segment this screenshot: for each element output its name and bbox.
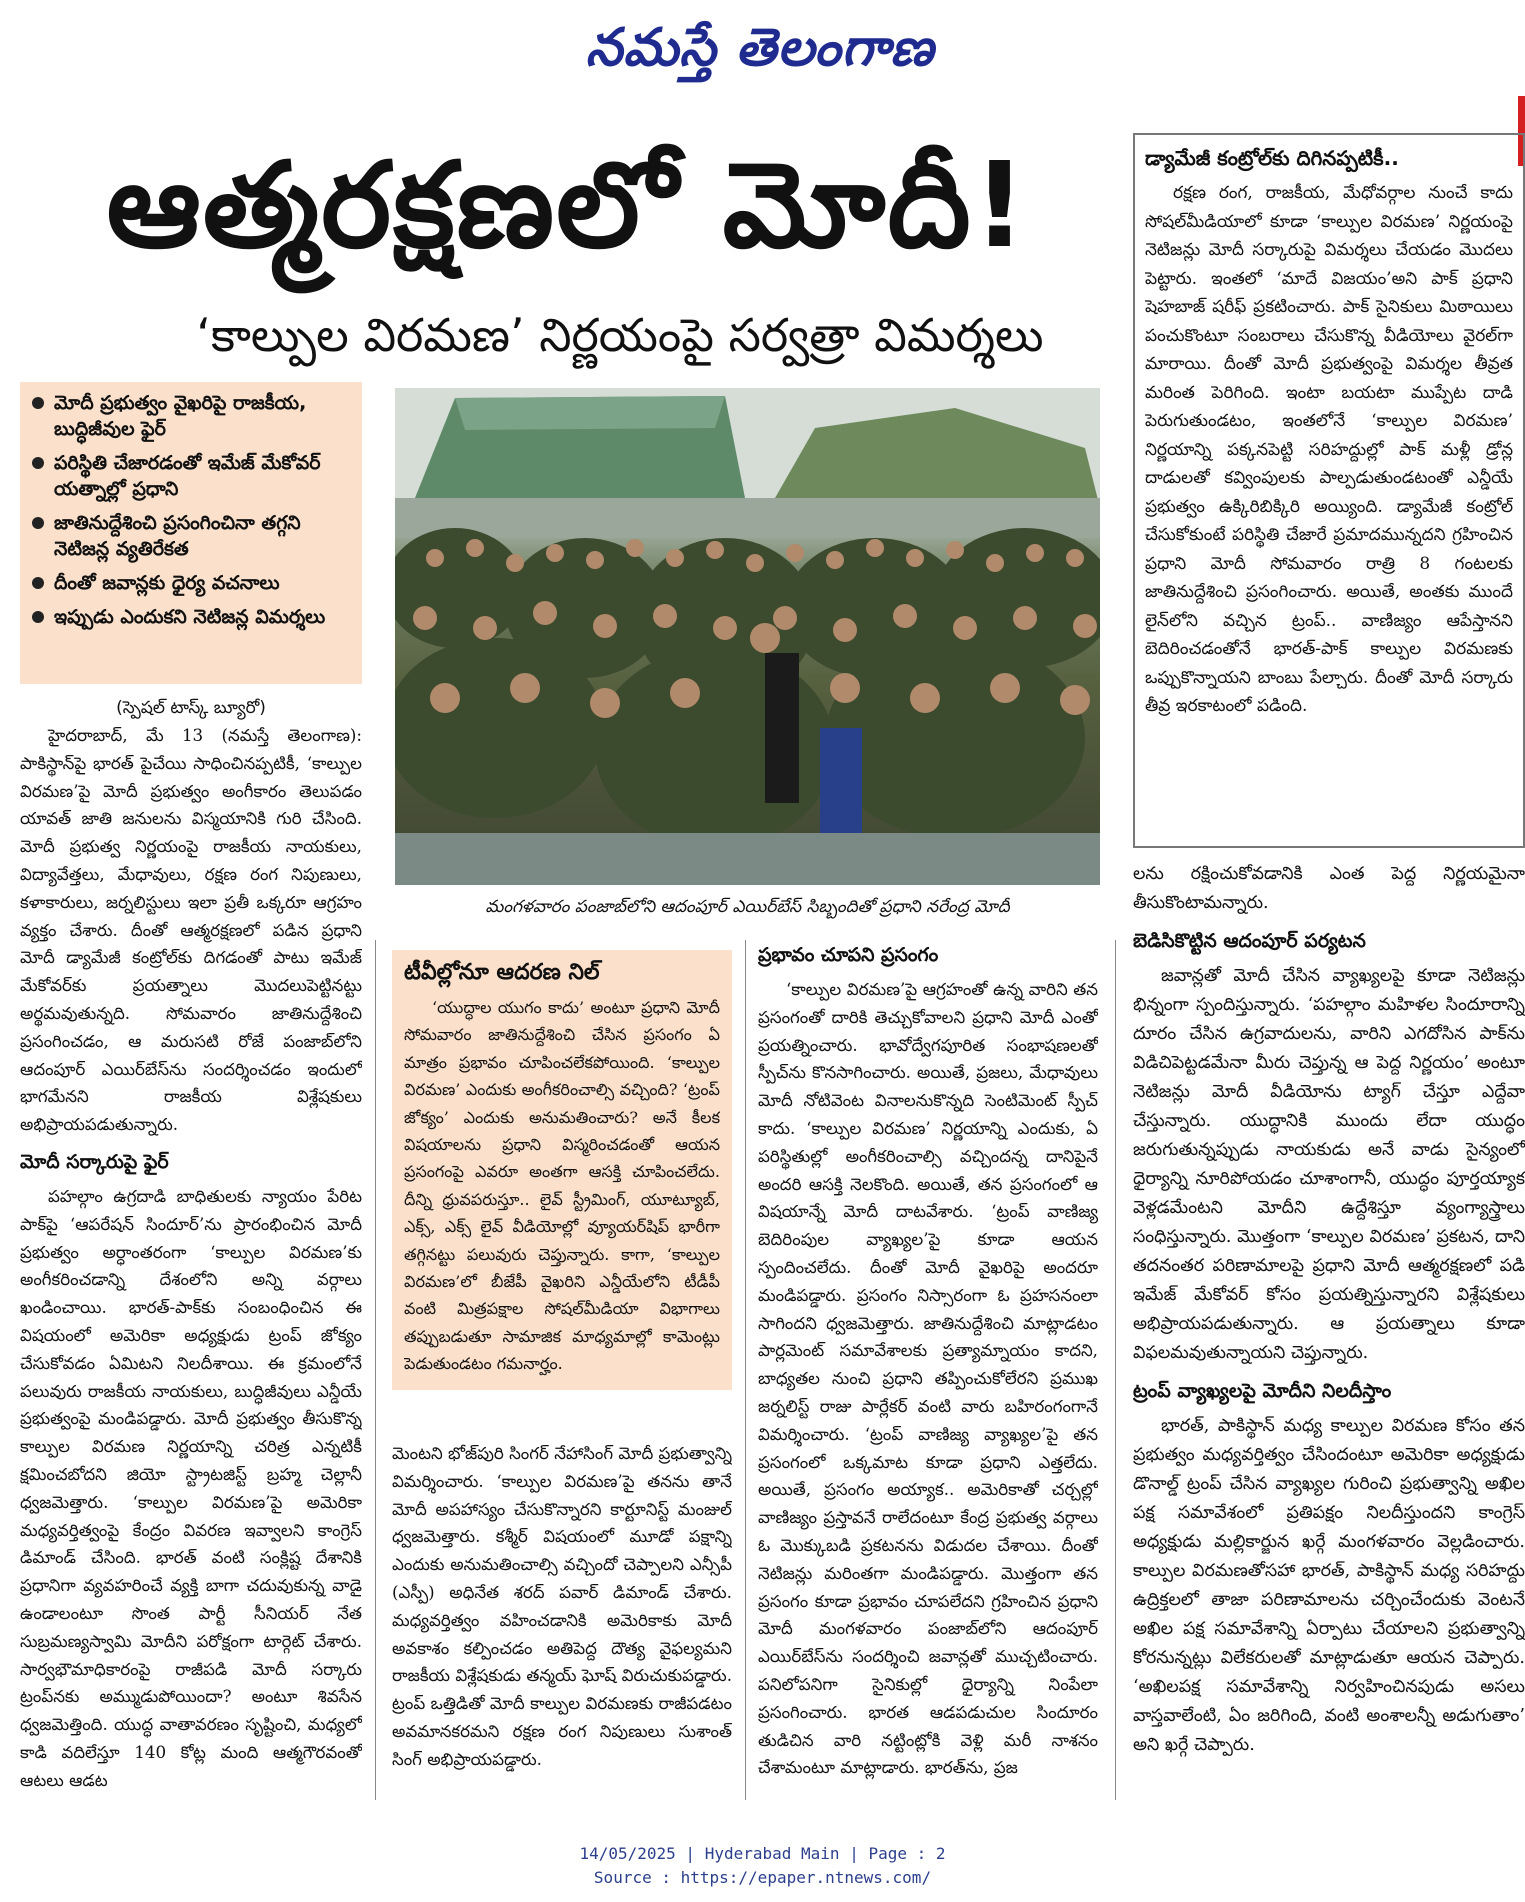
byline: (స్పెషల్ టాస్క్ బ్యూరో) [116, 698, 266, 718]
article-body: ‘కాల్పుల విరమణ’పై ఆగ్రహంతో ఉన్న వారిని తన ప్రసంగంతో దారికి తెచ్చుకోవాలని ప్రధాని మోదీ ఎంతో ప్రయత్నించారు. భావోద్వేగపూరిత సంభాషణలతో స్పీచ్‌ను కొనసాగించారు. అయితే, ప్రజలు, మేధావులు మోదీ నోటివెంట వినాలనుకొన్నది సెంటిమెంట్ స్పీచ్ కాదు. ‘కాల్పుల విరమణ’ నిర్ణయాన్ని ఎందుకు, ఏ పరిస్థితుల్లో అంగీకరించాల్సి వచ్చిందన్న దానిపైనే అందరి ఆసక్తి నెలకొంది. అయితే, తన ప్రసంగంలో ఆ విషయాన్నే మోదీ దాటవేశారు. ‘ట్రంప్ వాణిజ్య బెదిరింపుల వ్యాఖ్యల’పై కూడా ఆయన స్పందించలేదు. దీంతో మోదీ వైఖరిపై అందరూ మండిపడ్డారు. ప్రసంగం నిస్సారంగా ఓ ప్రహసనంలా సాగిందని ధ్వజమెత్తారు. జాతినుద్దేశించి మాట్లాడటం పార్లమెంట్ సమావేశాలకు ప్రత్యామ్నాయం కాదని, బాధ్యతల నుంచి ప్రధాని తప్పించుకోలేరని ప్రముఖ జర్నలిస్ట్ రాజు పార్లేకర్ వంటి వారు బహిరంగంగానే విమర్శించారు. ‘ట్రంప్ వాణిజ్య వ్యాఖ్యల’పై తన ప్రసంగంలో ఒక్కమాట కూడా ప్రధాని ఎత్తలేదు. అయితే, ప్రసంగం అయ్యాక.. అమెరికాతో చర్చల్లో వాణిజ్యం ప్రస్తావనే రాలేదంటూ కేంద్ర ప్రభుత్వ వర్గాలు ఓ మొక్కుబడి ప్రకటనను విడుదల చేశాయి. దీంతో నెటిజన్లు మరింతగా మండిపడ్డారు. మొత్తంగా తన ప్రసంగం కూడా ప్రభావం చూపలేదని గ్రహించిన ప్రధాని మోదీ మంగళవారం పంజాబ్‌లోని ఆదంపూర్ ఎయిర్‌బేస్‌ను సందర్శించి జవాన్లతో ముచ్చటించారు. పనిలోపనిగా సైనికుల్లో ధైర్యాన్ని నింపేలా ప్రసంగించారు. భారత ఆడపడుచుల సిందూరం తుడిచిన వారి నట్టింట్లోకి వెళ్లి మరీ నాశనం చేశామంటూ మాట్లాడారు. భారత్‌ను, ప్రజ [758, 979, 1098, 1778]
column-divider [375, 940, 376, 1800]
damage-control-box [1133, 133, 1525, 848]
footer-dateline: 14/05/2025 | Hyderabad Main | Page : 2 [579, 1844, 946, 1863]
bullet-icon [32, 577, 44, 589]
tv-box-title: టీవీల్లోనూ ఆదరణ నిల్ [404, 960, 600, 985]
article-body: జవాన్లతో మోదీ చేసిన వ్యాఖ్యలపై కూడా నెటిజన్లు భిన్నంగా స్పందిస్తున్నారు. ‘పహల్గాం మహిళల సిందూరాన్ని దూరం చేసిన ఉగ్రవాదులను, వారిని ఎగదోసిన పాక్‌ను విడిచిపెట్టడమేనా మీరు చెప్తున్న ఆ పెద్ద నిర్ణయం’ అంటూ నెటిజన్లు మోదీ వీడియోను ట్యాగ్ చేస్తూ ఎద్దేవా చేస్తున్నారు. యుద్ధానికి ముందు లేదా యుద్ధం జరుగుతున్నప్పుడు నాయకుడు అనే వాడు సైన్యంలో ధైర్యాన్ని నూరిపోయడం చూశాంగానీ, యుద్ధం పూర్తయ్యాక వెళ్లడమేంటని మోదీని ఉద్దేశిస్తూ వ్యంగ్యాస్త్రాలు సంధిస్తున్నారు. మొత్తంగా ‘కాల్పుల విరమణ’ ప్రకటన, దాని తదనంతర పరిణామాలపై ప్రధాని మోదీ ఆత్మరక్షణలో పడి ఇమేజ్ మేకోవర్ కోసం ప్రయత్నిస్తున్నారని విశ్లేషకులు అభిప్రాయపడుతున్నారు. ఆ ప్రయత్నాలు కూడా విఫలమవుతున్నాయని చెప్తున్నారు. [1133, 966, 1525, 1363]
side-box-text: రక్షణ రంగ, రాజకీయ, మేధోవర్గాల నుంచే కాదు సోషల్‌మీడియాలో కూడా ‘కాల్పుల విరమణ’ నిర్ణయంపై నెటిజన్లు మోదీ సర్కారుపై విమర్శలు చేయడం మొదలు పెట్టారు. ఇంతలో ‘మాదే విజయం’అని పాక్ ప్రధాని షెహబాజ్ షరీఫ్ ప్రకటించారు. పాక్ సైనికులు మిఠాయిలు పంచుకొంటూ సంబరాలు చేసుకొన్న వీడియోలు వైరల్‌గా మారాయి. దీంతో మోదీ ప్రభుత్వంపై విమర్శల తీవ్రత మరింత పెరిగింది. ఇంటా బయటా ముప్పేట దాడి పెరుగుతుండటం, ఇంతలోనే ‘కాల్పుల విరమణ’ నిర్ణయాన్ని పక్కనపెట్టి సరిహద్దుల్లో పాక్ మళ్లీ డ్రోన్ల దాడులతో కవ్వింపులకు పాల్పడుతుండటంతో ఎన్డీయే ప్రభుత్వం ఉక్కిరిబిక్కిరి అయ్యింది. డ్యామేజీ కంట్రోల్ చేసుకోకుంటే పరిస్థితి చేజారే ప్రమాదమున్నదని గ్రహించిన ప్రధాని మోదీ సోమవారం రాత్రి 8 గంటలకు జాతినుద్దేశించి ప్రసంగించారు. అయితే, అంతకు ముందే లైన్‌లోని వచ్చిన ట్రంప్.. వాణిజ్యం ఆపేస్తానని బెదిరించడంతోనే భారత్-పాక్ కాల్పుల విరమణకు ఒప్పుకొన్నాయని బాంబు పేల్చారు. దీంతో మోదీ సర్కారు తీవ్ర ఇరకాటంలో పడింది. [1145, 183, 1513, 716]
column-1 [20, 694, 362, 1804]
side-box-body [1145, 179, 1513, 721]
side-box-title: డ్యామేజీ కంట్రోల్‌కు దిగినప్పటికీ.. [1145, 146, 1399, 170]
column-4 [1133, 860, 1525, 1805]
highlight-item: జాతినుద్దేశించి ప్రసంగించినా తగ్గని నెటిజన్ల వ్యతిరేకత [30, 510, 352, 562]
article-continued: మెంటని భోజ్‌పురి సింగర్ నేహాసింగ్ మోదీ ప్రభుత్వాన్ని విమర్శించారు. ‘కాల్పుల విరమణ’పై తనను తానే మోదీ అపహాస్యం చేసుకొన్నారని కార్టూనిస్ట్ మంజుల్ ధ్వజమెత్తారు. కశ్మీర్ విషయంలో మూడో పక్షాన్ని ఎందుకు అనుమతించాల్సి వచ్చిందో చెప్పాలని ఎన్సీపీ (ఎస్పీ) అధినేత శరద్ పవార్ డిమాండ్ చేశారు. మధ్యవర్తిత్వం వహించడానికి అమెరికాకు మోదీ అవకాశం కల్పించడం అతిపెద్ద దౌత్య వైఫల్యమని రాజకీయ విశ్లేషకుడు తన్మయ్ ఘోష్ విరుచుకుపడ్డారు. ట్రంప్ ఒత్తిడితో మోదీ కాల్పుల విరమణకు రాజీపడటం అవమానకరమని రక్షణ రంగ నిపుణులు సుశాంత్ సింగ్ అభిప్రాయపడ్డారు. [392, 1443, 732, 1769]
headline: ఆత్మరక్షణలో మోదీ! [106, 136, 1029, 274]
article-intro: హైదరాబాద్, మే 13 (నమస్తే తెలంగాణ): పాకిస్థాన్‌పై భారత్ పైచేయి సాధించినప్పటికీ, ‘కాల్పుల విరమణ’పై మోదీ ప్రభుత్వం అంగీకారం తెలుపడం యావత్ జాతి జనులను విస్మయానికి గురి చేసింది. మోదీ ప్రభుత్వ నిర్ణయంపై రాజకీయ నాయకులు, విద్యావేత్తలు, మేధావులు, రక్షణ రంగ నిపుణులు, కళాకారులు, జర్నలిస్టులు ఇలా ప్రతీ ఒక్కరూ ఆగ్రహం వ్యక్తం చేశారు. దీంతో ఆత్మరక్షణలో పడిన ప్రధాని మోదీ డ్యామేజీ కంట్రోల్‌కు దిగడంతో పాటు ఇమేజ్ మేకోవర్‌కు ప్రయత్నాలు మొదలుపెట్టినట్టు అర్థమవుతున్నది. సోమవారం జాతినుద్దేశించి ప్రసంగించడం, ఆ మరుసటి రోజే పంజాబ్‌లోని ఆదంపూర్ ఎయిర్‌బేస్‌ను సందర్శించడం ఇందులో భాగమేనని రాజకీయ విశ్లేషకులు అభిప్రాయపడుతున్నారు. [20, 725, 362, 1135]
bullet-icon [32, 611, 44, 623]
highlights-box [20, 382, 362, 684]
tv-box-text: ‘యుద్ధాల యుగం కాదు’ అంటూ ప్రధాని మోదీ సోమవారం జాతినుద్దేశించి చేసిన ప్రసంగం ఏ మాత్రం ప్రభావం చూపించలేకపోయింది. ‘కాల్పుల విరమణ’ ఎందుకు అంగీకరించాల్సి వచ్చింది? ‘ట్రంప్ జోక్యం’ ఎందుకు అనుమతించారు? అనే కీలక విషయాలను ప్రధాని విస్మరించడంతో ఆయన ప్రసంగంపై ఎవరూ అంతగా ఆసక్తి చూపించలేదు. దీన్ని ధ్రువపరుస్తూ.. లైవ్ స్ట్రీమింగ్, యూట్యూబ్, ఎక్స్‌, ఎక్స్ లైవ్ వీడియోల్లో వ్యూయర్‌షిప్ భారీగా తగ్గినట్టు పలువురు చెప్తున్నారు. కాగా, ‘కాల్పుల విరమణ’లో బీజేపీ వైఖరిని ఎన్డీయేలోని టీడీపీ వంటి మిత్రపక్షాల సోషల్‌మీడియా విభాగాలు తప్పుబడుతూ సామాజిక మాధ్యమాల్లో కామెంట్లు పెడుతుండటం గమనార్హం. [404, 998, 720, 1374]
article-body: భారత్, పాకిస్థాన్ మధ్య కాల్పుల విరమణ కోసం తన ప్రభుత్వం మధ్యవర్తిత్వం చేసిందంటూ అమెరికా అధ్యక్షుడు డొనాల్డ్ ట్రంప్ చేసిన వ్యాఖ్యల గురించి ప్రభుత్వాన్ని అఖిల పక్ష సమావేశంలో ప్రతిపక్షం నిలదీస్తుందని కాంగ్రెస్ అధ్యక్షుడు మల్లికార్జున ఖర్గే మంగళవారం వెల్లడించారు. కాల్పుల విరమణతోసహా భారత్, పాకిస్థాన్ మధ్య సరిహద్దు ఉద్రిక్తలలో తాజా పరిణామాలను చర్చించేందుకు వెంటనే అఖిల పక్ష సమావేశాన్ని ఏర్పాటు చేయాలని ప్రభుత్వాన్ని కోరనున్నట్లు విలేకరులతో మాట్లాడుతూ ఆయన చెప్పారు. ‘అఖిలపక్ష సమావేశాన్ని నిర్వహించినపుడు అసలు వాస్తవాలేంటి, ఏం జరిగింది, వంటి అంశాలన్నీ అడుగుతాం’ అని ఖర్గే చెప్పారు. [1133, 1416, 1525, 1755]
highlight-item: దీంతో జవాన్లకు ధైర్య వచనాలు [30, 570, 352, 596]
photo-caption: మంగళవారం పంజాబ్‌లోని ఆదంపూర్ ఎయిర్‌బేస్ సిబ్బందితో ప్రధాని నరేంద్ర మోదీ [485, 897, 1010, 917]
subheadline: ‘కాల్పుల విరమణ’ నిర్ణయంపై సర్వత్రా విమర్శలు [196, 308, 1044, 362]
column-divider [1115, 940, 1116, 1800]
highlight-item: పరిస్థితి చేజారడంతో ఇమేజ్ మేకోవర్ యత్నాల్లో ప్రధాని [30, 450, 352, 502]
tv-box-body [404, 994, 720, 1378]
section-subtitle: ట్రంప్ వ్యాఖ్యలపై మోదీని నిలదీస్తాం [1133, 1380, 1392, 1402]
section-subtitle: ప్రభావం చూపని ప్రసంగం [758, 944, 939, 966]
photo-illustration [395, 388, 1100, 885]
section-subtitle: బెడిసికొట్టిన ఆదంపూర్ పర్యటన [1133, 930, 1366, 952]
column-2-lower [392, 1440, 732, 1800]
bullet-icon [32, 397, 44, 409]
article-body: పహల్గాం ఉగ్రదాడి బాధితులకు న్యాయం పేరిట పాక్‌పై ‘ఆపరేషన్ సిందూర్’ను ప్రారంభించిన మోదీ ప్రభుత్వం అర్ధాంతరంగా ‘కాల్పుల విరమణ’కు అంగీకరించడాన్ని దేశంలోని అన్ని వర్గాలు ఖండించాయి. భారత్-పాక్‌కు సంబంధించిన ఈ విషయంలో అమెరికా అధ్యక్షుడు ట్రంప్ జోక్యం చేసుకోవడం ఏమిటని నిలదీశాయి. ఈ క్రమంలోనే పలువురు రాజకీయ నాయకులు, బుద్ధిజీవులు ఎన్డీయే ప్రభుత్వంపై మండిపడ్డారు. మోదీ ప్రభుత్వం తీసుకొన్న కాల్పుల విరమణ నిర్ణయాన్ని చరిత్ర ఎన్నటికీ క్షమించబోదని జియో స్ట్రాటజిస్ట్ బ్రహ్మ చెల్లానీ ధ్వజమెత్తారు. ‘కాల్పుల విరమణ’పై అమెరికా మధ్యవర్తిత్వంపై కేంద్రం వివరణ ఇవ్వాలని కాంగ్రెస్ డిమాండ్ చేసింది. భారత్ వంటి సంక్లిష్ట దేశానికి ప్రధానిగా వ్యవహరించే వ్యక్తి బాగా చదువుకున్న వాడై ఉండాలంటూ సొంత పార్టీ సీనియర్ నేత సుబ్రమణ్యస్వామి మోదీని పరోక్షంగా టార్గెట్ చేశారు. సార్వభౌమాధికారంపై రాజీపడి మోదీ సర్కారు ట్రంప్‌నకు అమ్ముడుపోయిందా? అంటూ శివసేన ధ్వజమెత్తింది. యుద్ధ వాతావరణం సృష్టించి, మధ్యలో కాడి వదిలేస్తూ 140 కోట్ల మంది ఆత్మగౌరవంతో ఆటలు ఆడట [20, 1185, 362, 1790]
column-3 [758, 940, 1098, 1800]
bullet-icon [32, 517, 44, 529]
news-photo [395, 388, 1100, 885]
masthead-logo: నమస్తే తెలంగాణ [585, 18, 935, 78]
section-subtitle: మోదీ సర్కారుపై ఫైర్ [20, 1150, 169, 1173]
highlight-item: ఇప్పుడు ఎందుకని నెటిజన్ల విమర్శలు [30, 604, 352, 630]
highlight-item: మోదీ ప్రభుత్వం వైఖరిపై రాజకీయ, బుద్ధిజీవుల ఫైర్ [30, 390, 352, 442]
bullet-icon [32, 457, 44, 469]
column-divider [745, 940, 746, 1800]
footer-source: Source : https://epaper.ntnews.com/ [593, 1868, 932, 1887]
article-continued: లను రక్షించుకోవడానికి ఎంత పెద్ద నిర్ణయమైనా తీసుకొంటామన్నారు. [1133, 864, 1525, 913]
sidebar-tv-box [392, 950, 732, 1390]
